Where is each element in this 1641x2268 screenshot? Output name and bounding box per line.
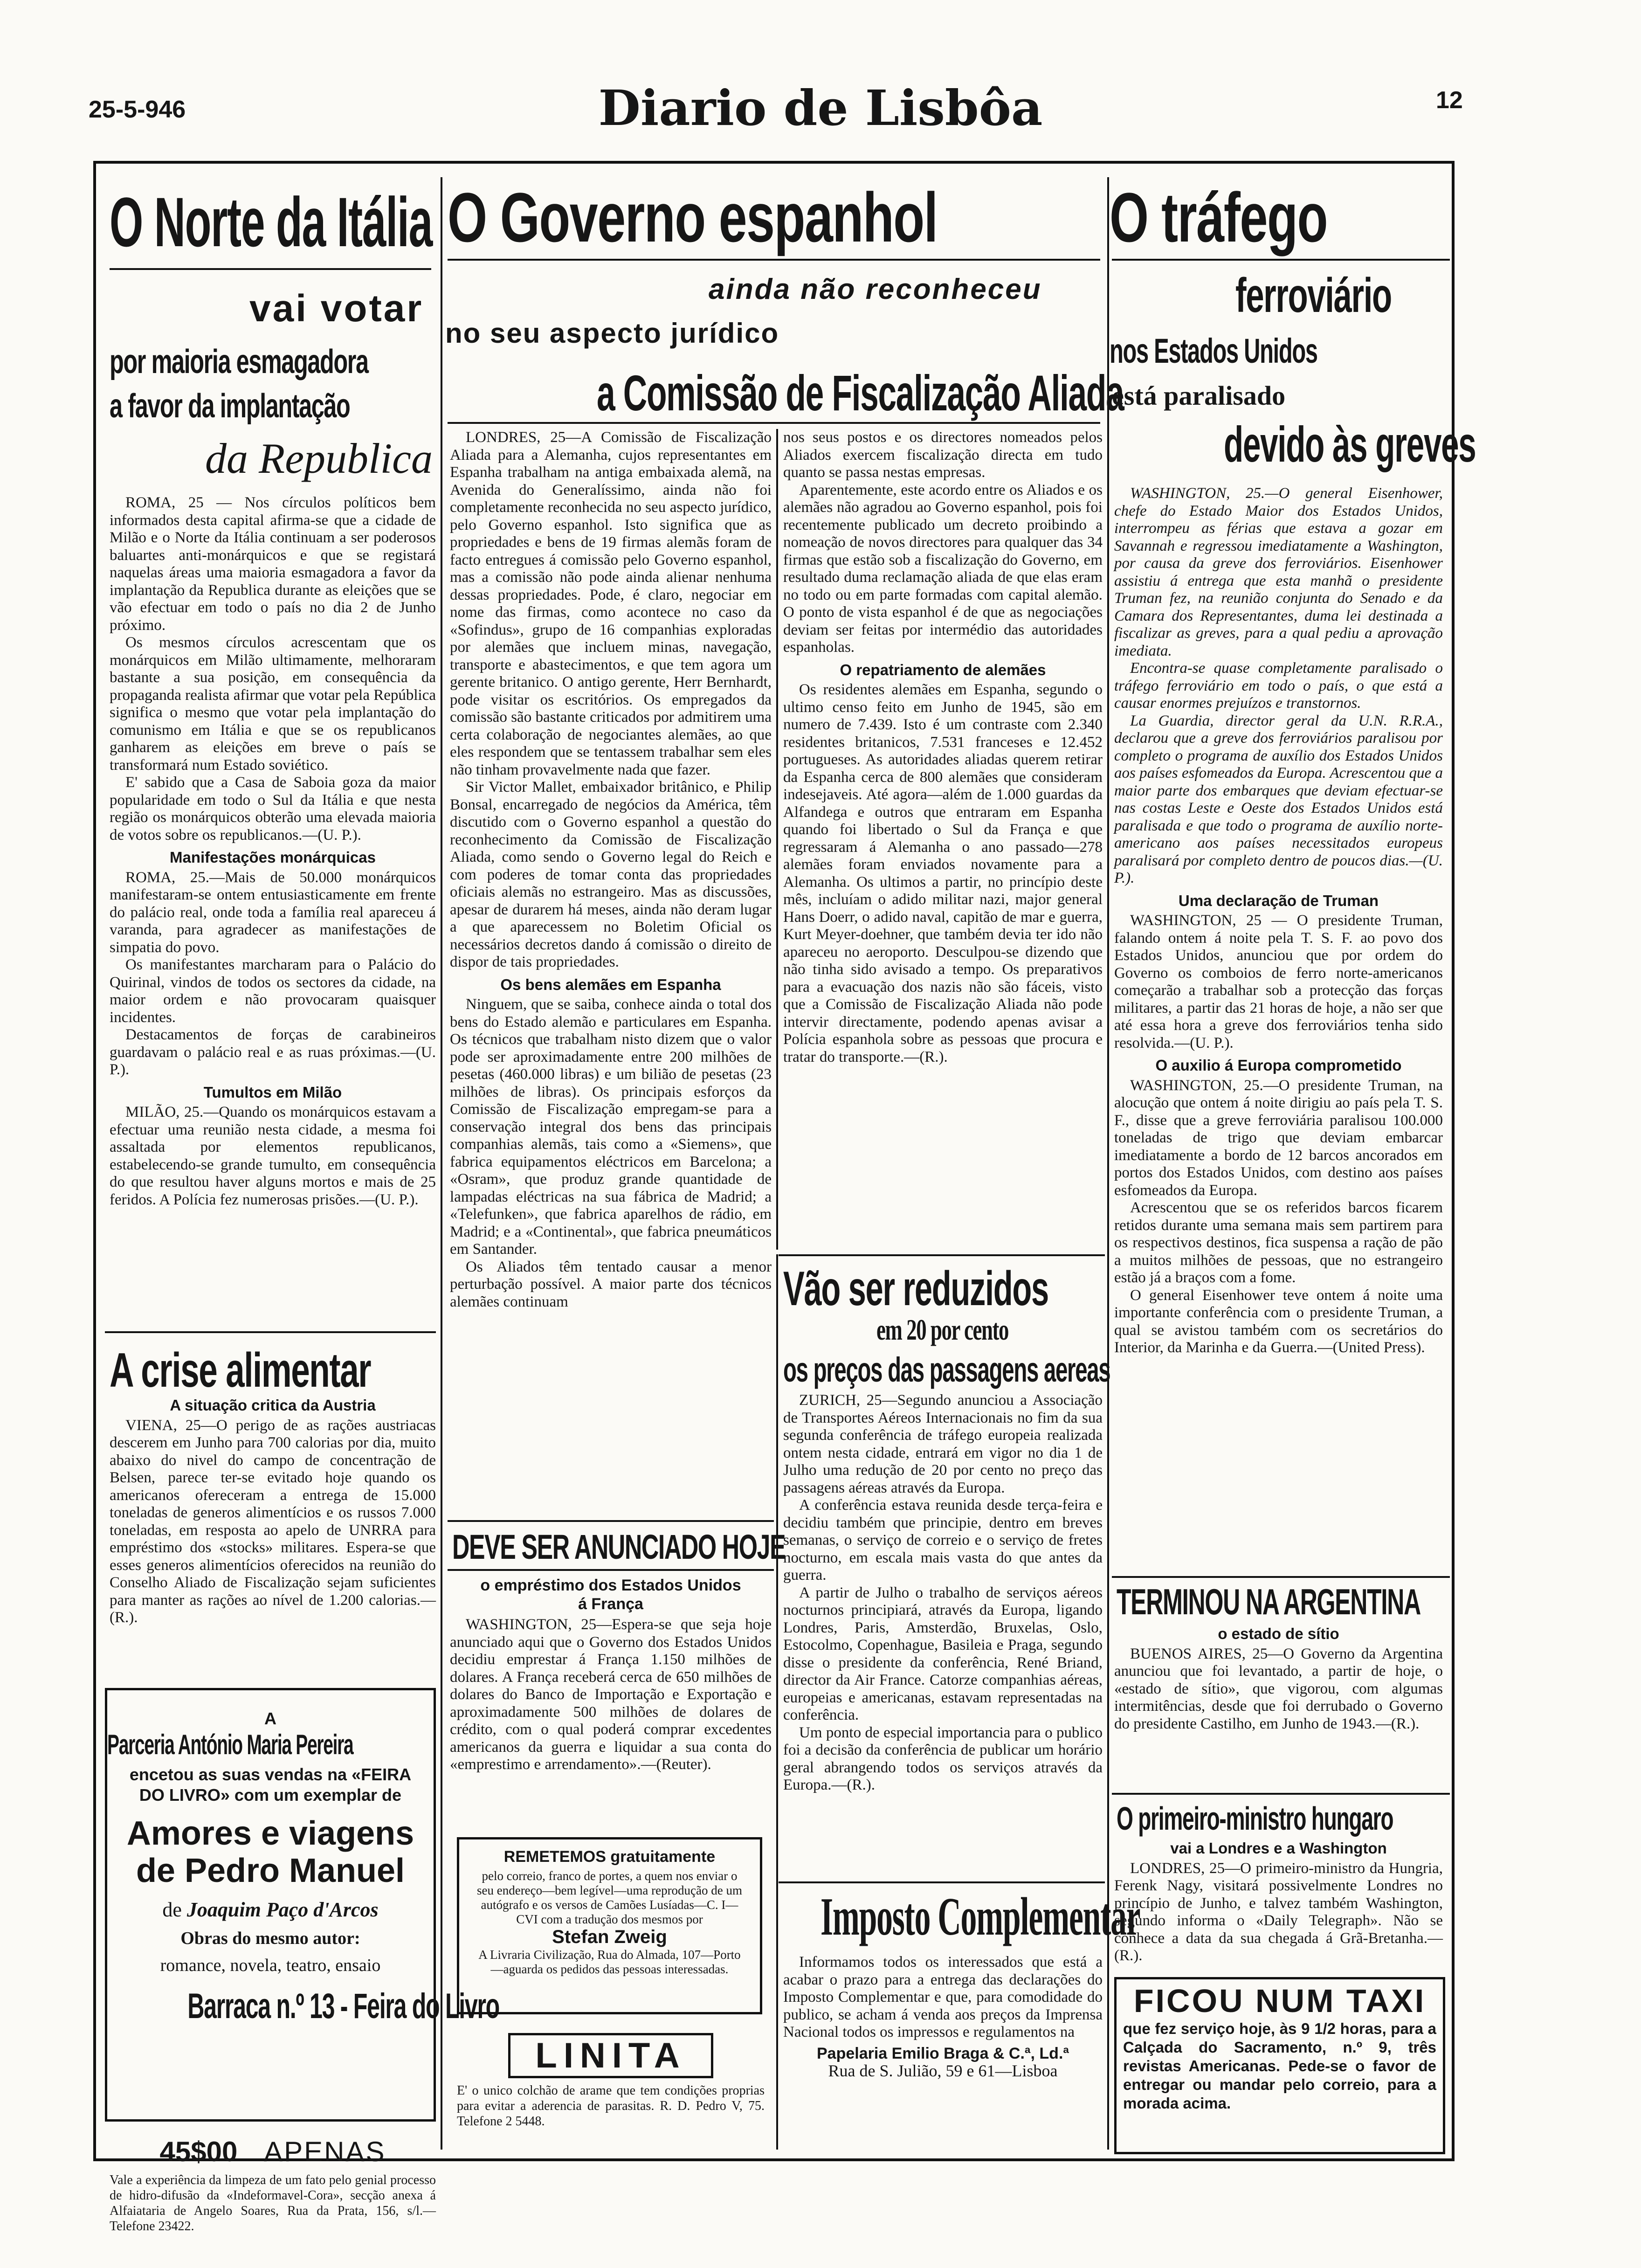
subheading: Manifestações monárquicas [170, 849, 376, 866]
italia-headline-3: por maioria esmagadora [110, 343, 368, 380]
paragraph: Sir Victor Mallet, embaixador britânico, e Philip Bonsal, encarregado de negócios da América, têm discutido com o Governo espanhol a questão do reconhecimento da Comissão de Fiscalização Aliada, como sendo o Governo legal do Reich e com poderes de tomar conta das propriedades oficiais alemãs no estrangeiro. Mas as discussões, apesar de durarem há meses, ainda não deram lugar a que aparecessem no Boletim Oficial os necessários decretos dando á comissão o direito de dispor de tais propriedades. [450, 779, 772, 970]
subheading: O auxilio á Europa comprometido [1155, 1057, 1402, 1074]
deve-article [450, 1576, 772, 1774]
paragraph: Acrescentou que se os referidos barcos ficarem retidos durante uma semana mais sem partirem para os respectivos destinos, fica suspensa a ração de pão a muitos milhões de pessoas, que no estrangeiro estão já a braços com a fome. [1114, 1199, 1443, 1286]
issue-date: 25-5-946 [89, 96, 186, 123]
ad-imposto: Informamos todos os interessados que está a acabar o prazo para a entrega das declarações do Imposto Complementar e que, para comodidade do publico, se acham á venda aos preços da Imprensa Nacional todos os impressos e regulamentos na Papelaria Emilio Braga & C.ª, Ld.ª Rua de S. Julião, 59 e 61—Lisboa [783, 1954, 1103, 2080]
column-rule [441, 177, 442, 2150]
vao-headline-3: os preços das passagens aereas [783, 1350, 1110, 1389]
crise-headline: A crise alimentar [110, 1343, 371, 1397]
gov-headline-3: no seu aspecto jurídico [445, 318, 779, 349]
ad-linita: LINITA E' o unico colchão de arame que tem condições proprias para evitar a aderencia de parasitas. R. D. Pedro V, 75. Telefone 2 5448. [457, 2033, 765, 2129]
page-number: 12 [1436, 87, 1463, 114]
paragraph: LONDRES, 25—O primeiro-ministro da Hungria, Ferenk Nagy, visitará possivelmente Londres no princípio de Junho, e talvez também Washington, segundo informa o «Daily Telegraph». Não se conhece a data da sua chegada á Grã-Bretanha.—(R.). [1114, 1860, 1443, 1964]
arg-headline: TERMINOU NA ARGENTINA [1117, 1581, 1420, 1622]
column-rule [1107, 177, 1109, 2150]
ad-taxi: FICOU NUM TAXI que fez serviço hoje, às 9 1/2 horas, para a Calçada do Sacramento, n.º 9, três revistas Americanas. Pede-se o favor de entregar ou mandar pelo correio, para a morada acima. [1114, 1977, 1445, 2154]
paragraph: A partir de Julho o trabalho de serviços aéreos nocturnos principiará, através da Europa, ligando Londres, Paris, Amsterdão, Bruxelas, Oslo, Estocolmo, Copenhague, Basileia e Praga, segundo disse o presidente da conferência, René Briand, director da Air France. Catorze companhias aéreas, europeias e americanas, estavam representadas na conferência. [783, 1584, 1103, 1723]
subheading: Uma declaração de Truman [1178, 892, 1379, 909]
italia-headline: O Norte da Itália [110, 183, 433, 261]
trafego-headline-2: ferroviário [1235, 269, 1392, 323]
ad-parceria: A Parceria António Maria Pereira encetou as suas vendas na «FEIRA DO LIVRO» com um exemplar de Amores e viagens de Pedro Manuel de Joaquim Paço d'Arcos Obras do mesmo autor: romance, novela, teatro, ensaio Barraca n.º 13 - Feira do Livro [105, 1688, 436, 2122]
italia-article [110, 494, 436, 1209]
deve-headline: DEVE SER ANUNCIADO HOJE [452, 1528, 786, 1566]
masthead: Diario de Lisbôa [598, 79, 1043, 137]
paragraph: Destacamentos de forças de carabineiros guardavam o palácio real e as ruas próximas.—(U. P.). [110, 1026, 436, 1078]
subheading: Os bens alemães em Espanha [500, 975, 721, 993]
crise-article [110, 1397, 436, 1627]
paragraph: Encontra-se quase completamente paralisado o tráfego ferroviário em todo o país, o que está a causar enormes prejuízos e transtornos. [1114, 660, 1443, 712]
ad-price: 45$00 APENAS Vale a experiência da limpeza de um fato pelo genial processo de hidro-difusão da «Indeformavel-Cora», secção anexa á Alfaiataria de Angelo Soares, Rua da Prata, 156, s/l.—Telefone 23422. [110, 2136, 436, 2233]
paragraph: Um ponto de especial importancia para o publico foi a decisão da conferência de publicar um horário geral abrangendo todos os serviços através da Europa.—(R.). [783, 1724, 1103, 1793]
paragraph: E' sabido que a Casa de Saboia goza da maior popularidade em todo o Sul da Itália e que nesta região os monárquicos obterão uma elevada maioria de votos sobre os republicanos.—(U. P.). [110, 774, 436, 844]
gov-article-col1 [450, 429, 772, 1311]
subheading: A situação critica da Austria [170, 1397, 376, 1414]
subheading: Tumultos em Milão [203, 1083, 342, 1101]
paragraph: WASHINGTON, 25—Espera-se que seja hoje anunciado aqui que o Governo dos Estados Unidos decidiu emprestar á França 1.150 milhões de dolares. A França receberá cerca de 650 milhões de dolares do Banco de Importação e Exportação e aproximadamente 500 milhões de dolares de crédito, com o qual poderá comprar excedentes americanos da guerra e liquidar a sua conta do «emprestimo e arrendamento».—(Reuter). [450, 1616, 772, 1773]
trafego-headline: O tráfego [1110, 178, 1328, 256]
subheading: O repatriamento de alemães [840, 661, 1046, 678]
paragraph: ROMA, 25 — Nos círculos políticos bem informados desta capital afirma-se que a cidade de Milão e o Norte da Itália continuam a ser poderosos baluartes anti-monárquicos e que se registará naquelas áreas uma maioria esmagadora a favor da implantação da Republica durante as eleições que se vão efectuar em todo o país no dia 2 de Junho próximo. [110, 494, 436, 634]
paragraph: BUENOS AIRES, 25—O Governo da Argentina anunciou que foi levantado, a partir de hoje, o «estado de sítio», que vigorou, com algumas intermitências, desde que foi derrubado o Governo do presidente Castilho, em Junho de 1943.—(R.). [1114, 1645, 1443, 1732]
gov-headline-2: ainda não reconheceu [709, 273, 1042, 305]
subheading: o estado de sítio [1218, 1625, 1339, 1642]
vao-headline-2: em 20 por cento [876, 1313, 1008, 1346]
paragraph: WASHINGTON, 25.—O general Eisenhower, chefe do Estado Maior dos Estados Unidos, interrompeu as férias que estava a gozar em Savannah e regressou imediatamente a Washington, por causa da greve dos ferroviários. Eisenhower assistiu á entrega que esta manhã o presidente Truman fez, na reunião conjunta do Senado e da Camara dos Representantes, duma lei destinada a fiscalizar as greves, para a qual pediu a aprovação imediata. [1114, 485, 1443, 659]
subheading: vai a Londres e a Washington [1170, 1839, 1387, 1857]
vao-headline: Vão ser reduzidos [783, 1262, 1048, 1316]
hung-article [1114, 1839, 1443, 1965]
column-rule [776, 429, 778, 1250]
paragraph: ROMA, 25.—Mais de 50.000 monárquicos manifestaram-se ontem entusiasticamente em frente do palácio real, onde toda a família real apareceu á varanda, para agradecer as manifestações de simpatia do povo. [110, 869, 436, 956]
paragraph: Os Aliados têm tentado causar a menor perturbação possível. A maior parte dos técnicos alemães continuam [450, 1258, 772, 1310]
vao-article [783, 1392, 1103, 1794]
imposto-headline: Imposto Complementar [820, 1887, 1140, 1947]
italia-headline-2: vai votar [249, 287, 424, 330]
trafego-headline-5: devido às greves [1224, 416, 1476, 472]
gov-article-col2 [783, 429, 1103, 1066]
paragraph: Os residentes alemães em Espanha, segundo o ultimo censo feito em Junho de 1945, são em numero de 7.439. Isto é um contraste com 2.340 residentes britanicos, 7.531 franceses e 12.452 portugueses. As autoridades aliadas querem retirar da Espanha cerca de 800 alemães que consideram indesejaveis. Até agora—além de 1.000 guardas da Alfandega e outros que entraram em Espanha quando foi libertado o Sul da França e que regressaram á Alemanha o ano passado—278 alemães foram enviados novamente para a Alemanha. Os ultimos a partir, no princípio deste mês, incluíam o adido militar nazi, major general Hans Doerr, o adido naval, capitão de mar e guerra, Kurt Meyer-doehner, que também devia ter ido não apareceu no aeroporto. Desculpou-se dizendo que não tinha sido avisado a tempo. Os preparativos para a evacuação dos nazis não são fáceis, visto que a Comissão de Fiscalização Aliada não pode intervir directamente, podendo apenas avisar a Polícia espanhola sobre as pessoas que procura e tratar do transporte.—(R.). [783, 681, 1103, 1065]
column-rule [776, 1254, 778, 2150]
paragraph: Ninguem, que se saiba, conhece ainda o total dos bens do Estado alemão e particulares em Espanha. Os técnicos que trabalham nisto dizem que o valor pode ser aproximadamente entre 200 milhões de pesetas (460.000 libras) e um bilião de pesetas (23 milhões de libras). Os principais esforços da Comissão de Fiscalização empregam-se para a conservação integral dos bens das principais companhias alemãs, tais como a «Siemens», que fabrica equipamentos eléctricos em Barcelona; a «Osram», que produz grande quantidade de lampadas eléctricas na sua fábrica de Madrid; a «Telefunken», que fabrica aparelhos de rádio, em Madrid; e a «Continental», que fabrica pneumáticos em Santander. [450, 996, 772, 1258]
italia-headline-4: a favor da implantação [110, 387, 350, 425]
paragraph: ZURICH, 25—Segundo anunciou a Associação de Transportes Aéreos Internacionais no fim da sua segunda conferência de tráfego europeia realizada ontem nesta cidade, entrará em vigor no dia 1 de Julho uma redução de 20 por cento no preço das passagens aéreas através da Europa. [783, 1392, 1103, 1496]
trafego-headline-4: está paralisado [1112, 380, 1286, 411]
gov-headline: O Governo espanhol [448, 178, 938, 256]
paragraph: VIENA, 25—O perigo de as rações austriacas descerem em Junho para 700 calorias por dia, muito abaixo do nivel do campo de concentração de Belsen, parece ter-se evitado hoje quando os americanos ofereceram a entrega de 15.000 toneladas de generos alimentícios e os russos 7.000 toneladas, em resposta ao apelo de UNRRA para empréstimo dos «stocks» militares. Espera-se que esses generos alimentícios oferecidos na reunião do Conselho Aliado de Fiscalização sejam suficientes para manter as rações ao nível de 1.200 calorias.—(R.). [110, 1417, 436, 1626]
paragraph: Aparentemente, este acordo entre os Aliados e os alemães não agradou ao Governo espanhol, pois foi recentemente publicado um decreto proibindo a nomeação de novos directores para qualquer das 34 firmas que estão sob a fiscalização do Governo, em resultado duma reclamação aliada de que elas eram no todo ou em parte formadas com capital alemão. O ponto de vista espanhol é de que as negociações deviam ser feitas por intermédio das autoridades espanholas. [783, 481, 1103, 656]
paragraph: MILÃO, 25.—Quando os monárquicos estavam a efectuar uma reunião nesta cidade, a mesma foi assaltada por elementos republicanos, estabelecendo-se grande tumulto, em consequência do que resultou haver alguns mortos e mais de 25 feridos. A Polícia fez numerosas prisões.—(U. P.). [110, 1104, 436, 1208]
paragraph: A conferência estava reunida desde terça-feira e decidiu também que principie, dentro em breves semanas, o serviço de correio e o serviço de fretes nocturno, em escala mais vasta do que antes da guerra. [783, 1497, 1103, 1583]
trafego-headline-3: nos Estados Unidos [1110, 332, 1317, 370]
ad-zweig: REMETEMOS gratuitamente pelo correio, franco de portes, a quem nos enviar o seu endereço—bem legível—uma reprodução de um autógrafo e os versos de Camões Lusíadas—C. I—CVI com a tradução dos mesmos por Stefan Zweig A Livraria Civilização, Rua do Almada, 107—Porto—aguarda os pedidos das pessoas interessadas. [457, 1837, 762, 2014]
paragraph: Os mesmos círculos acrescentam que os monárquicos em Milão ultimamente, melhoraram bastante a sua posição, em consequência da propaganda realista afirmar que votar pela República significa o mesmo que votar pela implantação do comunismo em Itália e que se os republicanos ganharem as eleições em breve o país se transformará num Estado soviético. [110, 634, 436, 774]
italia-headline-5: da Republica [205, 435, 433, 482]
trafego-article [1114, 485, 1443, 1357]
paragraph: WASHINGTON, 25 — O presidente Truman, falando ontem á noite pela T. S. F. ao povo dos Estados Unidos, anunciou que por ordem do Governo os comboios de ferro norte-americanos começarão a trabalhar sob a protecção das forças militares, a partir das 21 horas de hoje, a não ser que até essa hora a greve dos ferroviários tenha sido resolvida.—(U. P.). [1114, 912, 1443, 1051]
paragraph: Os manifestantes marcharam para o Palácio do Quirinal, vindos de todos os sectores da cidade, na maior ordem e não provocaram quaisquer incidentes. [110, 956, 436, 1026]
gov-headline-4: a Comissão de Fiscalização Aliada [597, 365, 1124, 421]
paragraph: O general Eisenhower teve ontem á noite uma importante conferência com o presidente Truman, a qual se avistou também com os secretários do Interior, da Marinha e da Guerra.—(United Press). [1114, 1286, 1443, 1356]
paragraph: WASHINGTON, 25.—O presidente Truman, na alocução que ontem á noite dirigiu ao país pela T. S. F., disse que a greve ferroviária paralisou 100.000 toneladas de trigo que deviam embarcar imediatamente a bordo de 12 barcos ancorados em portos dos Estados Unidos, com destino aos países esfomeados da Europa. [1114, 1077, 1443, 1199]
paragraph: La Guardia, director geral da U.N. R.R.A., declarou que a greve dos ferroviários paralisou por completo o programa de auxílio dos Estados Unidos aos países esfomeados da Europa. Acrescentou que a maior parte dos embarques que deviam efectuar-se nas costas Leste e Oeste dos Estados Unidos está paralisada e que todo o programa de auxílio norte-americano aos países necessitados europeus paralisará por completo dentro de poucos dias.—(U. P.). [1114, 712, 1443, 886]
hung-headline: O primeiro-ministro hungaro [1117, 1800, 1393, 1837]
subheading: o empréstimo dos Estados Unidos á França [480, 1577, 741, 1613]
paragraph: nos seus postos e os directores nomeados pelos Aliados exercem fiscalização directa em tudo quanto se passa nestas empresas. [783, 429, 1103, 481]
arg-article [1114, 1625, 1443, 1733]
paragraph: LONDRES, 25—A Comissão de Fiscalização Aliada para a Alemanha, cujos representantes em Espanha trabalham na antiga embaixada alemã, na Avenida do Generalíssimo, ainda não foi completamente reconhecida no seu aspecto jurídico, pelo Governo espanhol. Isto significa que as propriedades e bens de 19 firmas alemãs foram de facto entregues á comissão pelo Governo espanhol, mas a comissão não pode ainda alienar nenhuma dessas propriedades. Pode, é claro, negociar em nome das firmas, como acontece no caso da «Sofindus», grupo de 16 companhias exploradas por alemães que incluem minas, navegação, transporte e abastecimentos, e que tem agora um gerente britanico. O antigo gerente, Herr Bernhardt, pode visitar os escritórios. Os empregados da comissão são bastante criticados por admitirem uma certa colaboração de negociantes alemães, ao que eles respondem que se tentassem trabalhar sem eles não tinham provavelmente nada que fazer. [450, 429, 772, 778]
